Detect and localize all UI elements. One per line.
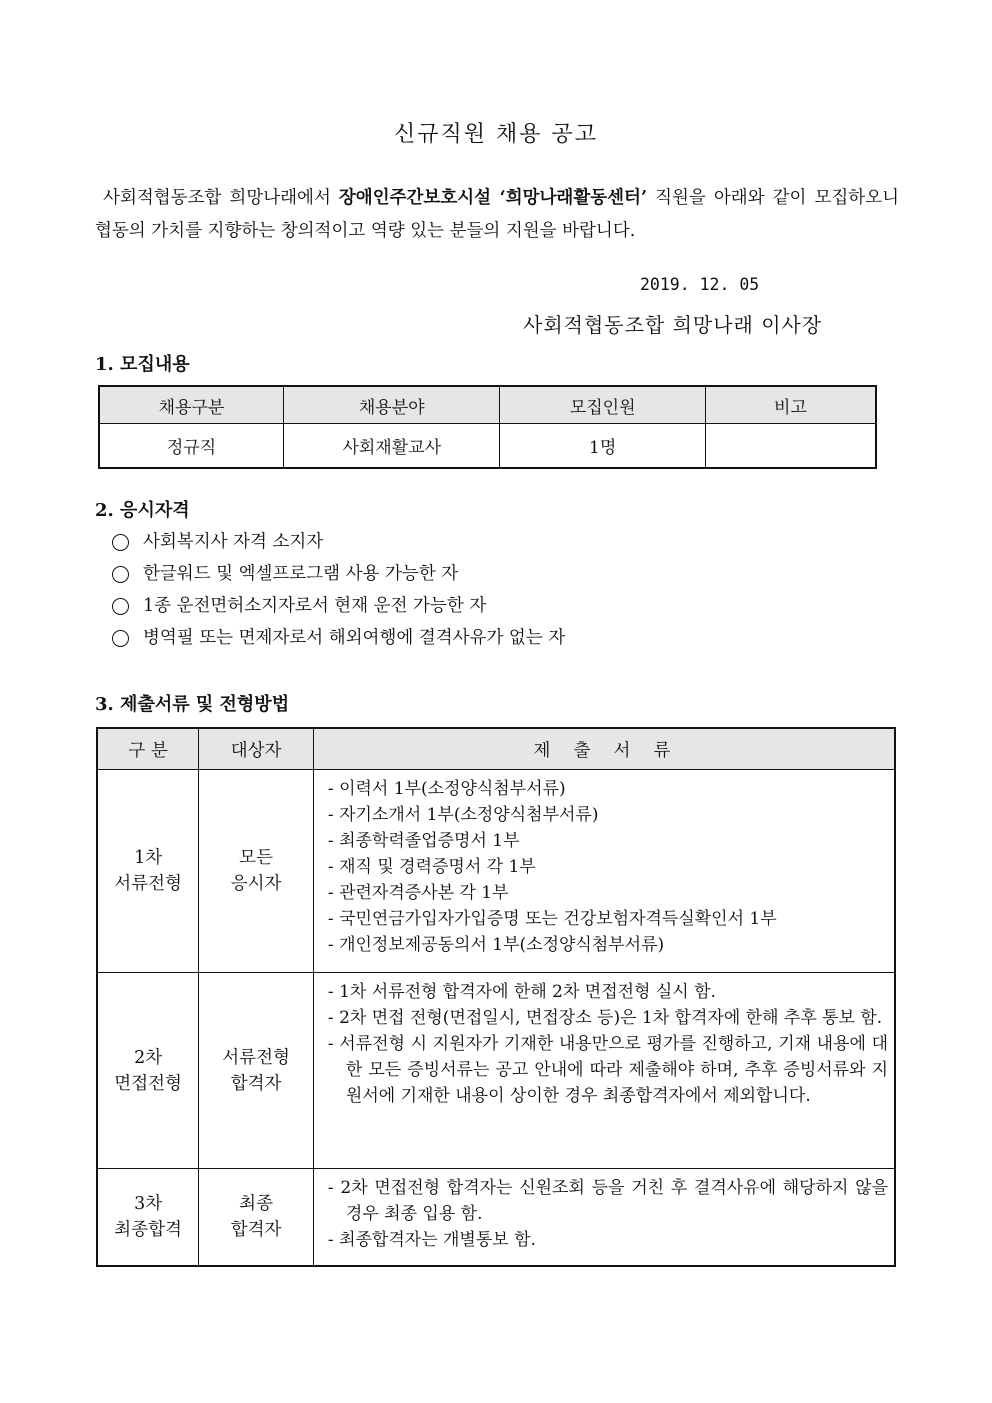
header-cell: 구 분 (97, 728, 199, 770)
qualification-text: 1종 운전면허소지자로서 현재 운전 가능한 자 (143, 596, 487, 616)
remarks-cell (705, 424, 876, 469)
stage-name: 서류전형 (114, 874, 182, 894)
header-cell: 채용분야 (284, 386, 500, 424)
announcement-date: 2019. 12. 05 (640, 275, 760, 294)
documents-table (96, 727, 896, 1267)
list-item (112, 622, 565, 654)
header-cell: 채용구분 (99, 386, 284, 424)
documents-cell (313, 973, 895, 1169)
documents-cell (313, 770, 895, 973)
target-line: 합격자 (230, 1073, 282, 1094)
table-row (97, 973, 895, 1169)
list-item (112, 526, 565, 558)
qualification-text: 한글워드 및 엑셀프로그램 사용 가능한 자 (143, 564, 459, 584)
qualification-text: 병역필 또는 면제자로서 해외여행에 결격사유가 없는 자 (143, 628, 566, 648)
target-line: 최종 (239, 1194, 273, 1214)
stage-number: 3차 (134, 1194, 163, 1214)
document-item: - 1차 서류전형 합격자에 한해 2차 면접전형 실시 함. (328, 979, 888, 1005)
field-cell: 사회재활교사 (284, 424, 500, 469)
target-cell (199, 973, 314, 1169)
target-cell (199, 770, 314, 973)
document-item: - 서류전형 시 지원자가 기재한 내용만으로 평가를 진행하고, 기재 내용에 대한 모든 증빙서류는 공고 안내에 따라 제출해야 하며, 추후 증빙서류와 지원서에 기재한 내용이 상이한 경우 최종합격자에서 제외합니다. (328, 1031, 888, 1109)
document-item: - 자기소개서 1부(소정양식첨부서류) (328, 802, 888, 828)
signer: 사회적협동조합 희망나래 이사장 (523, 313, 823, 337)
stage-cell (97, 1169, 199, 1267)
header-cell: 제 출 서 류 (313, 728, 895, 770)
intro-part2: 직원을 아래와 같이 모집하오니 협동의 가치를 지향하는 창의적이고 역량 있는 분들의 지원을 바랍니다. (95, 188, 899, 241)
target-line: 응시자 (230, 874, 282, 894)
qualification-list (112, 526, 565, 654)
circle-bullet-icon (112, 566, 129, 583)
intro-part1: 사회적협동조합 희망나래에서 (103, 188, 339, 208)
section2-title: 2. 응시자격 (95, 500, 190, 521)
intro-highlight: 장애인주간보호시설 ‘희망나래활동센터’ (338, 188, 648, 208)
section1-title: 1. 모집내용 (95, 354, 190, 375)
document-item: - 재직 및 경력증명서 각 1부 (328, 854, 888, 880)
document-item: - 이력서 1부(소정양식첨부서류) (328, 776, 888, 802)
circle-bullet-icon (112, 534, 129, 551)
table-header-row (99, 386, 876, 424)
header-cell: 대상자 (199, 728, 314, 770)
recruitment-table (98, 385, 877, 469)
circle-bullet-icon (112, 598, 129, 615)
table-row (97, 770, 895, 973)
intro-paragraph (95, 182, 899, 248)
target-line: 서류전형 (222, 1047, 290, 1068)
target-cell (199, 1169, 314, 1267)
table-row (99, 424, 876, 469)
qualification-text: 사회복지사 자격 소지자 (143, 532, 324, 552)
document-item: - 국민연금가입자가입증명 또는 건강보험자격득실확인서 1부 (328, 906, 888, 932)
header-cell: 모집인원 (500, 386, 705, 424)
document-item: - 최종합격자는 개별통보 함. (328, 1227, 888, 1253)
target-line: 합격자 (230, 1220, 282, 1240)
document-item: - 최종학력졸업증명서 1부 (328, 828, 888, 854)
document-item: - 관련자격증사본 각 1부 (328, 880, 888, 906)
stage-number: 1차 (134, 848, 163, 868)
circle-bullet-icon (112, 630, 129, 647)
table-header-row (97, 728, 895, 770)
stage-number: 2차 (134, 1047, 163, 1068)
stage-name: 최종합격 (114, 1220, 182, 1240)
header-cell: 비고 (705, 386, 876, 424)
list-item (112, 590, 565, 622)
target-line: 모든 (239, 848, 273, 868)
section3-title: 3. 제출서류 및 전형방법 (95, 694, 290, 715)
stage-name: 면접전형 (114, 1073, 182, 1094)
employment-type-cell: 정규직 (99, 424, 284, 469)
table-row (97, 1169, 895, 1267)
list-item (112, 558, 565, 590)
page-title: 신규직원 채용 공고 (393, 122, 598, 147)
documents-cell (313, 1169, 895, 1267)
headcount-cell: 1명 (500, 424, 705, 469)
document-item: - 2차 면접 전형(면접일시, 면접장소 등)은 1차 합격자에 한해 추후 통보 함. (328, 1005, 888, 1031)
stage-cell (97, 973, 199, 1169)
document-item: - 2차 면접전형 합격자는 신원조회 등을 거친 후 결격사유에 해당하지 않을 경우 최종 입용 함. (328, 1175, 888, 1227)
document-item: - 개인정보제공동의서 1부(소정양식첨부서류) (328, 932, 888, 958)
stage-cell (97, 770, 199, 973)
